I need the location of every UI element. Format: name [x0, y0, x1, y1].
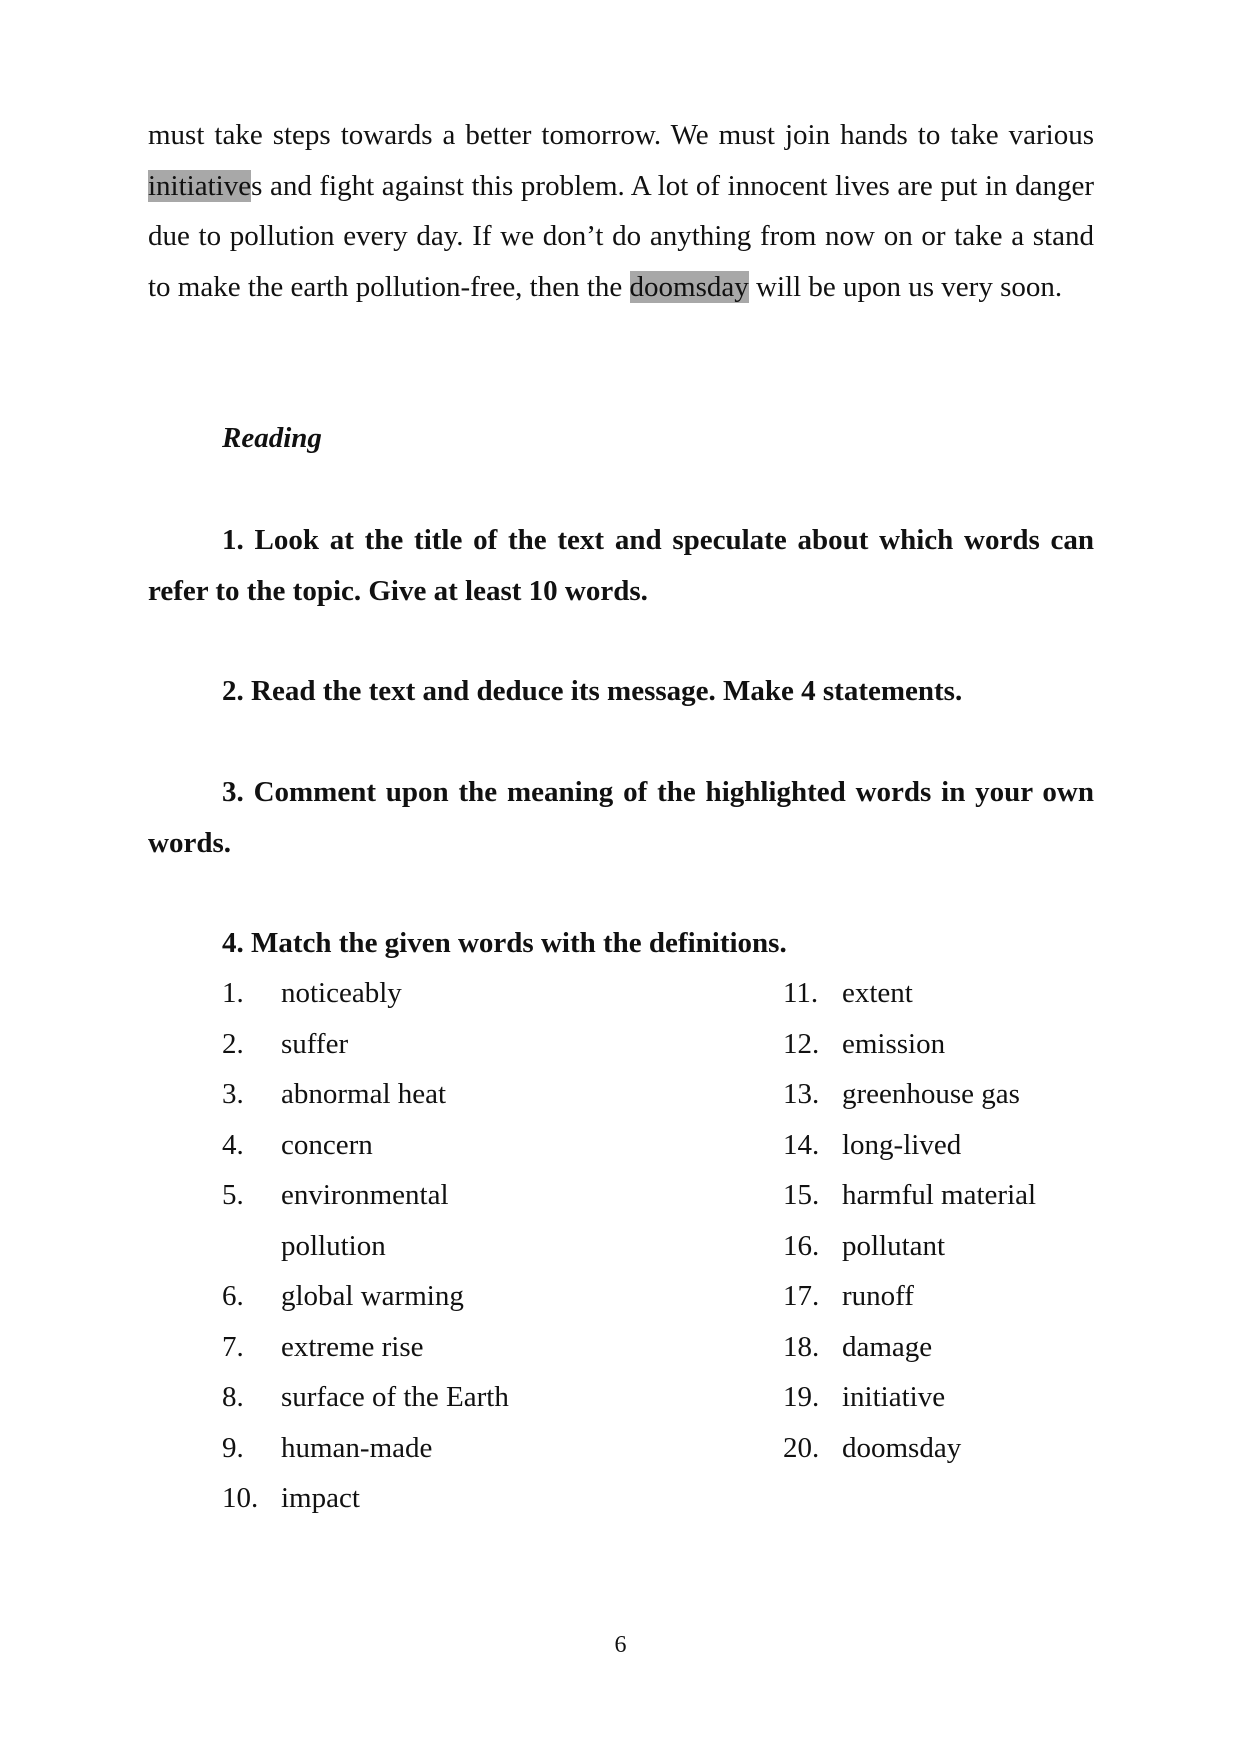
- list-item-word: greenhouse gas: [842, 1078, 1020, 1110]
- list-item-number: 5.: [222, 1179, 244, 1211]
- list-item-number: 4.: [222, 1128, 244, 1161]
- list-item-word: runoff: [842, 1280, 914, 1312]
- section-heading-reading: Reading: [222, 422, 322, 454]
- list-item-number: 15.: [783, 1179, 820, 1211]
- list-item-number: 13.: [783, 1078, 820, 1110]
- list-item: [783, 1221, 1113, 1272]
- list-item-number: 1.: [222, 977, 244, 1009]
- list-item: [222, 1322, 552, 1373]
- list-item-word: global warming: [281, 1280, 464, 1312]
- list-item-number: 17.: [783, 1280, 820, 1312]
- intro-text-part2: s and fight against this problem. A lot of innocent lives are put in danger due to pollution every day. If we don’t do anything from now on or take a stand to make the earth pollution-free, then the: [148, 169, 1094, 303]
- list-item-word: doomsday: [842, 1431, 962, 1464]
- list-item: [783, 1322, 1113, 1373]
- list-item-word: long-lived: [842, 1128, 962, 1161]
- list-item: [222, 1069, 552, 1120]
- task-2: 2. Read the text and deduce its message. Make 4 statements.: [222, 675, 963, 707]
- list-item: [222, 1271, 552, 1322]
- list-item: [222, 1423, 552, 1474]
- list-item-number: 7.: [222, 1330, 244, 1363]
- list-item-number: 9.: [222, 1431, 244, 1464]
- list-item: [222, 1473, 552, 1524]
- list-item-number: 16.: [783, 1229, 820, 1262]
- page-number: 6: [614, 1632, 627, 1658]
- list-item-number: 2.: [222, 1027, 244, 1060]
- intro-paragraph: [148, 110, 1094, 312]
- task-1: 1. Look at the title of the text and speculate about which words can refer to the topic. Give at least 10 words.: [148, 524, 1094, 607]
- list-item-word: environmental pollution: [281, 1179, 449, 1262]
- list-item: [222, 1120, 552, 1171]
- list-item-number: 12.: [783, 1027, 820, 1060]
- intro-text-part1: must take steps towards a better tomorrow. We must join hands to take various: [148, 119, 1094, 151]
- list-item-word: harmful material: [842, 1179, 1037, 1211]
- highlighted-word-doomsday: doomsday: [629, 270, 749, 303]
- list-item: [783, 1271, 1113, 1322]
- list-item-word: surface of the Earth: [281, 1381, 509, 1413]
- list-item-word: damage: [842, 1330, 933, 1363]
- list-item: [783, 1170, 1113, 1221]
- list-item-word: initiative: [842, 1381, 946, 1413]
- task-4: 4. Match the given words with the definitions.: [222, 927, 787, 959]
- list-item: [783, 1423, 1113, 1474]
- list-item-word: human-made: [281, 1431, 433, 1464]
- list-item-word: suffer: [281, 1027, 349, 1060]
- highlighted-word-initiative: initiative: [148, 169, 252, 202]
- list-item-number: 18.: [783, 1330, 820, 1363]
- intro-text-part3: will be upon us very soon.: [748, 270, 1063, 303]
- list-item: [783, 1019, 1113, 1070]
- list-item: [222, 1019, 552, 1070]
- list-item-number: 8.: [222, 1381, 244, 1413]
- list-item: [783, 1372, 1113, 1423]
- list-item-number: 11.: [783, 977, 819, 1009]
- list-item-word: extreme rise: [281, 1330, 424, 1363]
- list-item: [222, 1372, 552, 1423]
- list-item-number: 19.: [783, 1381, 820, 1413]
- list-item: [222, 1170, 552, 1271]
- list-item: [783, 968, 1113, 1019]
- list-item-word: extent: [842, 977, 913, 1009]
- list-item-number: 3.: [222, 1078, 244, 1110]
- list-item-word: pollutant: [842, 1229, 946, 1262]
- list-item: [783, 1069, 1113, 1120]
- list-item-number: 14.: [783, 1128, 820, 1161]
- list-item-word: noticeably: [281, 977, 402, 1009]
- list-item-word: impact: [281, 1482, 360, 1514]
- word-list-left: [222, 968, 552, 1524]
- list-item-number: 6.: [222, 1280, 244, 1312]
- list-item: [222, 968, 552, 1019]
- list-item-number: 10.: [222, 1482, 259, 1514]
- list-item-word: concern: [281, 1128, 373, 1161]
- list-item-word: abnormal heat: [281, 1078, 447, 1110]
- list-item: [783, 1120, 1113, 1171]
- list-item-number: 20.: [783, 1431, 820, 1464]
- list-item-word: emission: [842, 1027, 946, 1060]
- word-list-right: [783, 968, 1113, 1473]
- task-3: 3. Comment upon the meaning of the highlighted words in your own words.: [148, 776, 1094, 859]
